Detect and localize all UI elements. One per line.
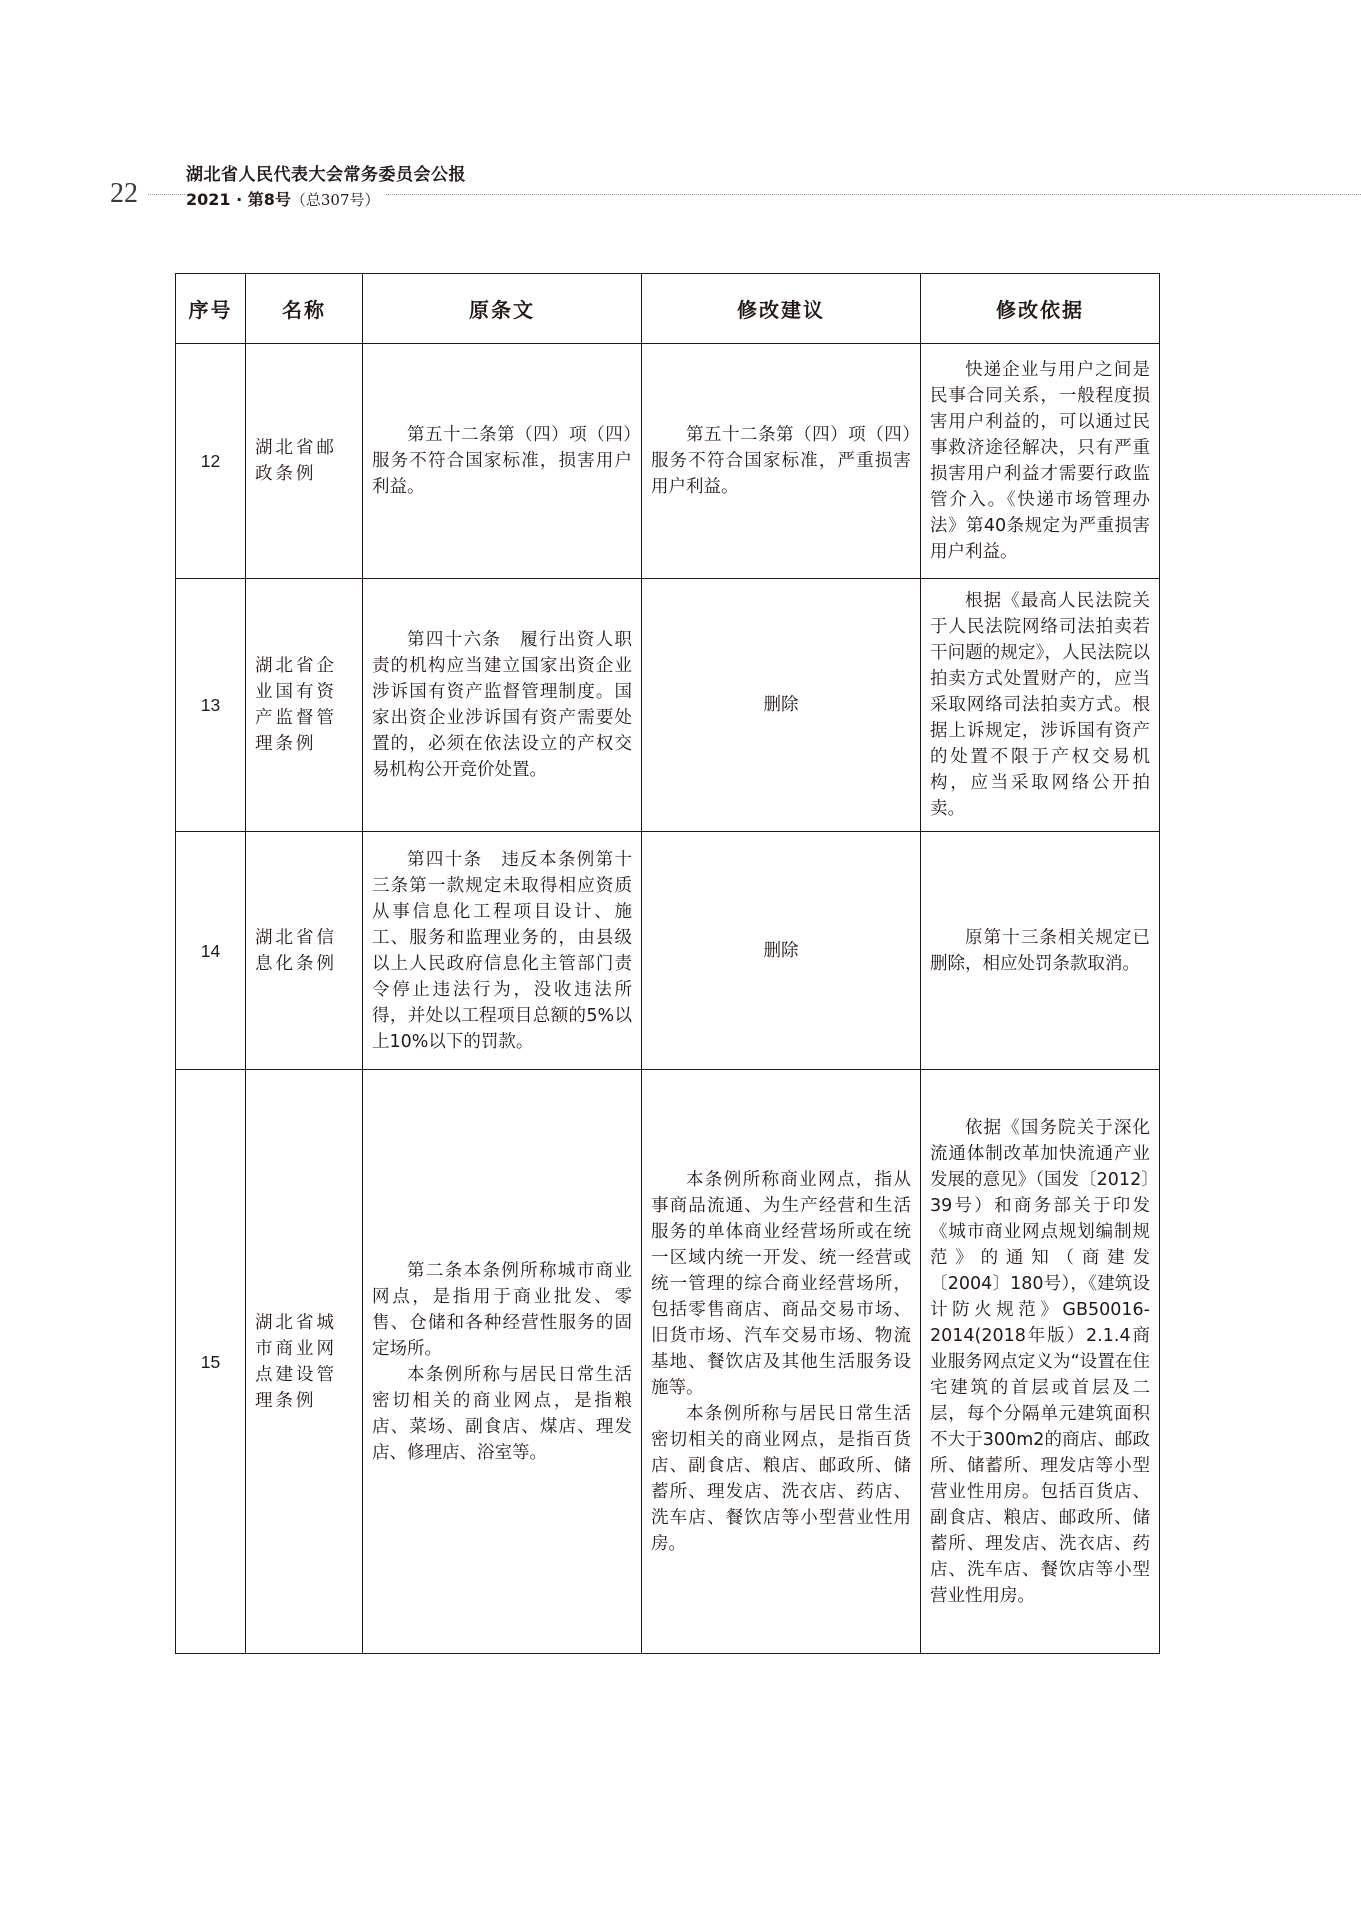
table-row	[176, 1070, 1160, 1654]
regulation-name: 湖北省信息化条例	[246, 832, 363, 1070]
table-row	[176, 344, 1160, 579]
row-number: 12	[176, 344, 246, 579]
original-text	[363, 1070, 642, 1654]
column-header-name: 名称	[246, 274, 363, 344]
basis-paragraph: 快递企业与用户之间是民事合同关系，一般程度损害用户利益的，可以通过民事救济途径解决，只有严重损害用户利益才需要行政监管介入。《快递市场管理办法》第40条规定为严重损害用户利益。	[930, 360, 1150, 562]
basis-text	[921, 1070, 1160, 1654]
original-paragraph: 第五十二条第（四）项（四）服务不符合国家标准，损害用户利益。	[372, 425, 632, 497]
suggestion-paragraph: 本条例所称与居民日常生活密切相关的商业网点，是指百货店、副食店、粮店、邮政所、储蓄所、理发店、洗衣店、药店、洗车店、餐饮店等小型营业性用房。	[651, 1403, 911, 1554]
suggestion-text: 删除	[642, 579, 921, 832]
regulation-name: 湖北省企业国有资产监督管理条例	[246, 579, 363, 832]
original-paragraph: 第四十六条 履行出资人职责的机构应当建立国家出资企业涉诉国有资产监督管理制度。国家出资企业涉诉国有资产需要处置的，必须在依法设立的产权交易机构公开竞价处置。	[372, 630, 632, 780]
basis-paragraph: 依据《国务院关于深化流通体制改革加快流通产业发展的意见》（国发〔2012〕39号）和商务部关于印发《城市商业网点规划编制规范》的通知（商建发〔2004〕180号），《建筑设计防火规范》GB50016-2014(2018年版）2.1.4商业服务网点定义为“设置在住宅建筑的首层或首层及二层，每个分隔单元建筑面积不大于300m2的商店、邮政所、储蓄所、理发店等小型营业性用房。包括百货店、副食店、粮店、邮政所、储蓄所、理发店、洗衣店、药店、洗车店、餐饮店等小型营业性用房。	[930, 1117, 1150, 1606]
table-row	[176, 579, 1160, 832]
column-header-original: 原条文	[363, 274, 642, 344]
basis-text	[921, 344, 1160, 579]
original-text	[363, 579, 642, 832]
basis-paragraph: 原第十三条相关规定已删除，相应处罚条款取消。	[930, 927, 1150, 974]
amendment-table	[175, 273, 1160, 1654]
column-header-suggestion: 修改建议	[642, 274, 921, 344]
issue-label: 2021 · 第8号	[186, 190, 291, 209]
table-row	[176, 832, 1160, 1070]
original-paragraph: 第二条本条例所称城市商业网点，是指用于商业批发、零售、仓储和各种经营性服务的固定场所。	[372, 1260, 632, 1359]
original-paragraph: 第四十条 违反本条例第十三条第一款规定未取得相应资质从事信息化工程项目设计、施工、服务和监理业务的，由县级以上人民政府信息化主管部门责令停止违法行为，没收违法所得，并处以工程项目总额的5%以上10%以下的罚款。	[372, 849, 632, 1052]
suggestion-text	[642, 344, 921, 579]
row-number: 15	[176, 1070, 246, 1654]
row-number: 14	[176, 832, 246, 1070]
regulation-name: 湖北省城市商业网点建设管理条例	[246, 1070, 363, 1654]
suggestion-text: 删除	[642, 832, 921, 1070]
original-paragraph: 本条例所称与居民日常生活密切相关的商业网点，是指粮店、菜场、副食店、煤店、理发店、修理店、浴室等。	[372, 1364, 632, 1463]
journal-title: 湖北省人民代表大会常务委员会公报	[186, 165, 466, 185]
table-header-row	[176, 274, 1160, 344]
original-text	[363, 832, 642, 1070]
basis-paragraph: 根据《最高人民法院关于人民法院网络司法拍卖若干问题的规定》，人民法院以拍卖方式处置财产的，应当采取网络司法拍卖方式。根据上诉规定，涉诉国有资产的处置不限于产权交易机构，应当采取网络公开拍卖。	[930, 591, 1150, 819]
suggestion-paragraph: 本条例所称商业网点，指从事商品流通、为生产经营和生活服务的单体商业经营场所或在统一区域内统一开发、统一经营或统一管理的综合商业经营场所，包括零售商店、商品交易市场、旧货市场、汽车交易市场、物流基地、餐饮店及其他生活服务设施等。	[651, 1169, 911, 1398]
basis-text	[921, 832, 1160, 1070]
column-header-basis: 修改依据	[921, 274, 1160, 344]
row-number: 13	[176, 579, 246, 832]
issue-number	[186, 187, 386, 210]
page-number: 22	[110, 178, 138, 209]
suggestion-paragraph: 第五十二条第（四）项（四）服务不符合国家标准，严重损害用户利益。	[651, 425, 911, 497]
original-text	[363, 344, 642, 579]
column-header-number: 序号	[176, 274, 246, 344]
basis-text	[921, 579, 1160, 832]
regulation-name: 湖北省邮政条例	[246, 344, 363, 579]
suggestion-text	[642, 1070, 921, 1654]
total-issue-label: （总307号）	[290, 191, 380, 209]
